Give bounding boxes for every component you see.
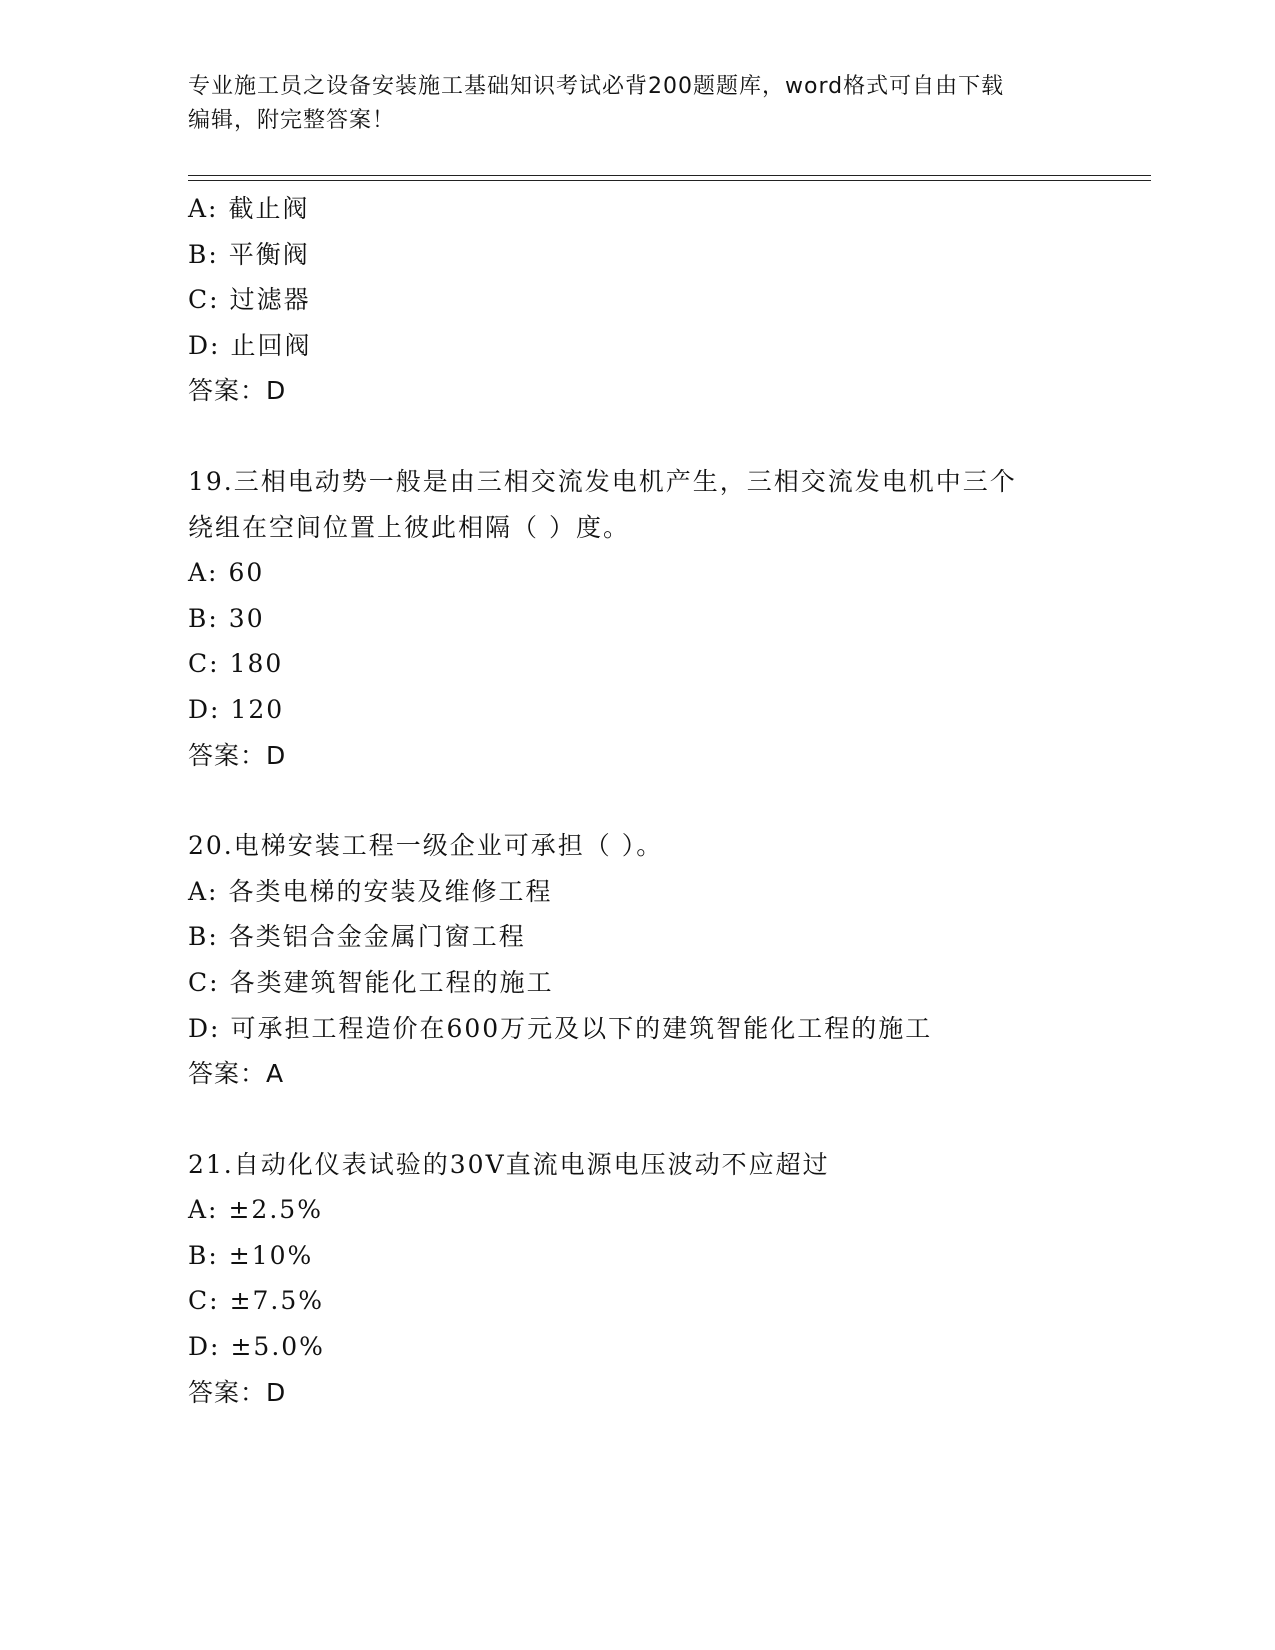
answer-label: 答案： [188, 1059, 267, 1089]
option-letter: B: [188, 239, 219, 269]
option-letter: B: [188, 1240, 219, 1270]
option-letter: C: [188, 285, 220, 315]
answer-value: A [266, 1059, 285, 1089]
option-letter: A: [188, 558, 219, 588]
option-item [188, 323, 1148, 369]
answer-line [188, 1370, 1148, 1416]
option-text: 120 [230, 694, 285, 724]
option-letter: D: [188, 694, 221, 724]
option-text: ±2.5% [228, 1195, 323, 1225]
question-text: 19.三相电动势一般是由三相交流发电机产生，三相交流发电机中三个 [188, 466, 1017, 496]
answer-label: 答案： [188, 376, 267, 406]
option-item [188, 641, 1148, 687]
option-item [188, 550, 1148, 596]
block-spacer [188, 1097, 1148, 1142]
option-text: 可承担工程造价在600万元及以下的建筑智能化工程的施工 [230, 1013, 933, 1043]
option-item [188, 960, 1148, 1006]
option-item [188, 186, 1148, 232]
option-letter: C: [188, 967, 220, 997]
question-text: 21.自动化仪表试验的30V直流电源电压波动不应超过 [188, 1149, 830, 1179]
option-letter: D: [188, 1013, 221, 1043]
option-text: 180 [229, 649, 284, 679]
document-header [188, 70, 1088, 138]
answer-value: D [266, 740, 287, 770]
option-item [188, 1233, 1148, 1279]
option-text: 30 [228, 603, 265, 633]
option-item [188, 1006, 1148, 1052]
option-letter: C: [188, 649, 220, 679]
option-item [188, 914, 1148, 960]
option-text: ±7.5% [229, 1286, 325, 1316]
option-text: 止回阀 [230, 330, 312, 360]
question-text: 绕组在空间位置上彼此相隔（ ）度。 [188, 512, 630, 542]
option-text: 截止阀 [228, 194, 310, 223]
option-text: 平衡阀 [228, 239, 310, 269]
option-text: ±10% [228, 1240, 314, 1270]
answer-value: D [266, 376, 287, 406]
option-text: 各类建筑智能化工程的施工 [229, 967, 554, 997]
option-letter: D: [188, 330, 221, 360]
option-text: 过滤器 [229, 285, 311, 315]
option-letter: A: [188, 1195, 219, 1225]
option-item [188, 1278, 1148, 1324]
block-spacer [188, 414, 1148, 459]
option-letter: A: [188, 194, 219, 223]
option-letter: A: [188, 876, 219, 906]
option-letter: C: [188, 1286, 220, 1316]
option-text: 60 [228, 558, 265, 588]
header-divider-top [188, 175, 1151, 176]
option-item [188, 277, 1148, 323]
answer-value: D [266, 1377, 287, 1407]
question-block [188, 186, 1148, 414]
option-letter: B: [188, 922, 219, 952]
option-item [188, 869, 1148, 915]
question-list [188, 186, 1148, 1415]
option-text: ±5.0% [230, 1332, 325, 1362]
question-block [188, 459, 1148, 778]
header-line-2: 编辑，附完整答案！ [188, 108, 396, 133]
question-block [188, 823, 1148, 1097]
option-item [188, 232, 1148, 278]
option-item [188, 596, 1148, 642]
option-item [188, 687, 1148, 733]
option-text: 各类电梯的安装及维修工程 [228, 876, 553, 906]
option-letter: D: [188, 1332, 221, 1362]
answer-line [188, 1051, 1148, 1097]
option-item [188, 1187, 1148, 1233]
block-spacer [188, 778, 1148, 823]
answer-label: 答案： [188, 1377, 267, 1407]
answer-line [188, 368, 1148, 414]
question-block [188, 1142, 1148, 1416]
answer-line [188, 733, 1148, 779]
answer-label: 答案： [188, 740, 267, 770]
option-letter: B: [188, 603, 219, 633]
header-line-1: 专业施工员之设备安装施工基础知识考试必背200题题库，word格式可自由下载 [188, 74, 1005, 99]
question-text: 20.电梯安装工程一级企业可承担（ ）。 [188, 831, 664, 861]
option-item [188, 1324, 1148, 1370]
header-divider-bottom [188, 180, 1151, 181]
option-text: 各类铝合金金属门窗工程 [228, 922, 526, 952]
